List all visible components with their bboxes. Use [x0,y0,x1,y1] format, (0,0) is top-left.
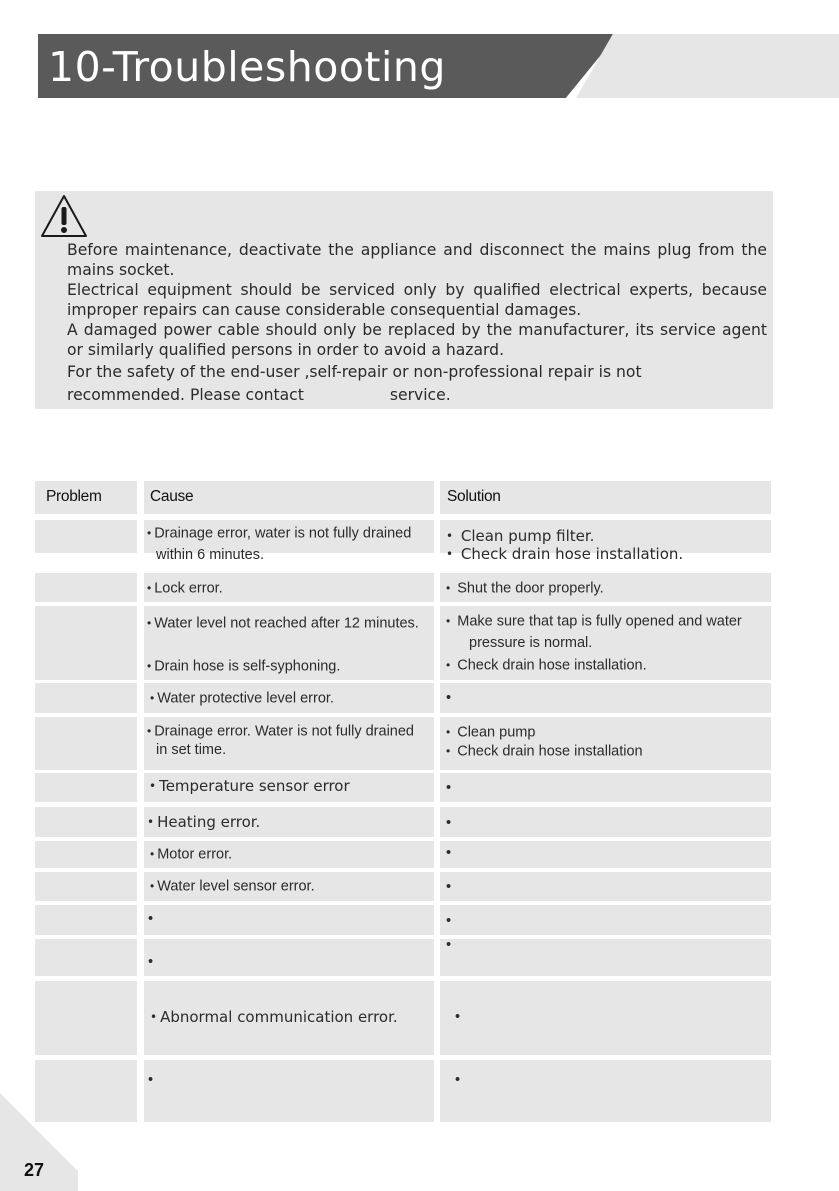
solution-bullet: • [446,913,452,929]
cause-item: • Drainage error. Water is not fully drained [147,723,414,740]
cause-cell [144,807,434,837]
cause-bullet: • [148,1072,154,1088]
solution-bullet: • [455,1072,461,1088]
cause-item: • Water level sensor error. [150,878,315,895]
cause-cell [144,939,434,976]
table-row [35,841,771,868]
cause-cell [144,520,434,563]
solution-item: • Shut the door properly. [446,580,604,597]
solution-cell [440,606,771,680]
cause-item: • Water protective level error. [150,690,334,707]
table-row [35,872,771,901]
cause-item: • Drain hose is self-syphoning. [147,658,341,675]
solution-bullet: • [455,1009,461,1025]
table-row [35,905,771,935]
table-row [35,683,771,713]
solution-item: • Check drain hose installation [446,743,643,760]
problem-cell [35,606,137,680]
solution-cell [440,841,771,868]
solution-bullet: • [446,690,452,706]
cause-item: • Lock error. [147,580,223,597]
table-row [35,606,771,680]
warning-contact-text: recommended. Please contact [67,386,304,404]
problem-cell [35,905,137,935]
cause-item: • Temperature sensor error [149,777,350,795]
page-title: 10-Troubleshooting [48,43,446,91]
warning-service-text: service. [389,386,451,404]
problem-cell [35,981,137,1055]
warning-line-part [67,385,767,405]
solution-cell [440,981,771,1055]
cause-cell [144,841,434,868]
page-number: 27 [24,1160,45,1180]
solution-bullet: • [446,815,452,831]
cause-cell [144,573,434,602]
warning-triangle-icon [39,193,89,239]
table-row [35,981,771,1055]
problem-cell [35,773,137,802]
warning-line: A damaged power cable should only be replaced by the manufacturer, its service agent or similarly qualified persons in order to avoid a hazard. [67,321,767,359]
table-row [35,1060,771,1122]
problem-cell [35,683,137,713]
table-row [35,573,771,602]
table-header-row [35,481,771,514]
solution-cell [440,807,771,837]
warning-line-part: For the safety of the end-user ,self-repair or non-professional repair is not [67,363,642,381]
header-cell [440,481,771,514]
warning-text [67,240,767,405]
solution-item: • Check drain hose installation. [446,545,684,563]
cause-item: • Water level not reached after 12 minutes. [147,615,419,632]
warning-line: Electrical equipment should be serviced only by qualified electrical experts, because improper repairs can cause considerable consequential damages. [67,281,767,319]
solution-item: • Make sure that tap is fully opened and water [446,613,742,630]
solution-cell [440,1060,771,1122]
cause-bullet: • [148,954,154,970]
table-row [35,807,771,837]
warning-box [35,191,773,409]
problem-cell [35,841,137,868]
solution-bullet: • [446,879,452,895]
problem-cell [35,717,137,770]
problem-cell [35,573,137,602]
solution-item: • Check drain hose installation. [446,657,647,674]
header-decoration [576,34,839,98]
warning-line [67,362,767,405]
header-problem: Problem [46,488,102,505]
problem-cell [35,872,137,901]
solution-item: • Clean pump filter. [446,527,595,545]
cause-cell [144,773,434,802]
solution-item: • Clean pump [446,724,536,741]
table-row [35,773,771,802]
cause-cell [144,606,434,680]
header-solution: Solution [447,488,501,505]
table-row [35,717,771,770]
cause-item: • Drainage error, water is not fully drained [147,525,412,542]
problem-cell [35,520,137,553]
cause-cell [144,981,434,1055]
cause-item: • Abnormal communication error. [150,1008,398,1026]
solution-item-cont: pressure is normal. [469,635,593,651]
solution-cell [440,905,771,935]
solution-cell [440,872,771,901]
header-cause: Cause [150,488,194,505]
cause-item-cont: within 6 minutes. [156,547,264,563]
cause-cell [144,683,434,713]
cause-item: • Heating error. [147,813,261,831]
cause-item-cont: in set time. [156,742,227,758]
solution-bullet: • [446,780,452,796]
problem-cell [35,939,137,976]
cause-item: • Motor error. [150,846,233,863]
header-cell [35,481,137,514]
solution-cell [440,520,771,563]
cause-cell [144,1060,434,1122]
solution-bullet: • [446,845,452,861]
solution-cell [440,717,771,770]
solution-cell [440,773,771,802]
warning-line: Before maintenance, deactivate the appliance and disconnect the mains plug from the mains socket. [67,241,767,279]
cause-cell [144,905,434,935]
table-row [35,520,771,563]
problem-cell [35,807,137,837]
solution-cell [440,939,771,976]
cause-bullet: • [148,911,154,927]
problem-cell [35,1060,137,1122]
header-cell [144,481,434,514]
solution-cell [440,683,771,713]
table-row [35,939,771,976]
solution-bullet: • [446,937,452,953]
solution-cell [440,573,771,602]
cause-cell [144,717,434,770]
cause-cell [144,872,434,901]
